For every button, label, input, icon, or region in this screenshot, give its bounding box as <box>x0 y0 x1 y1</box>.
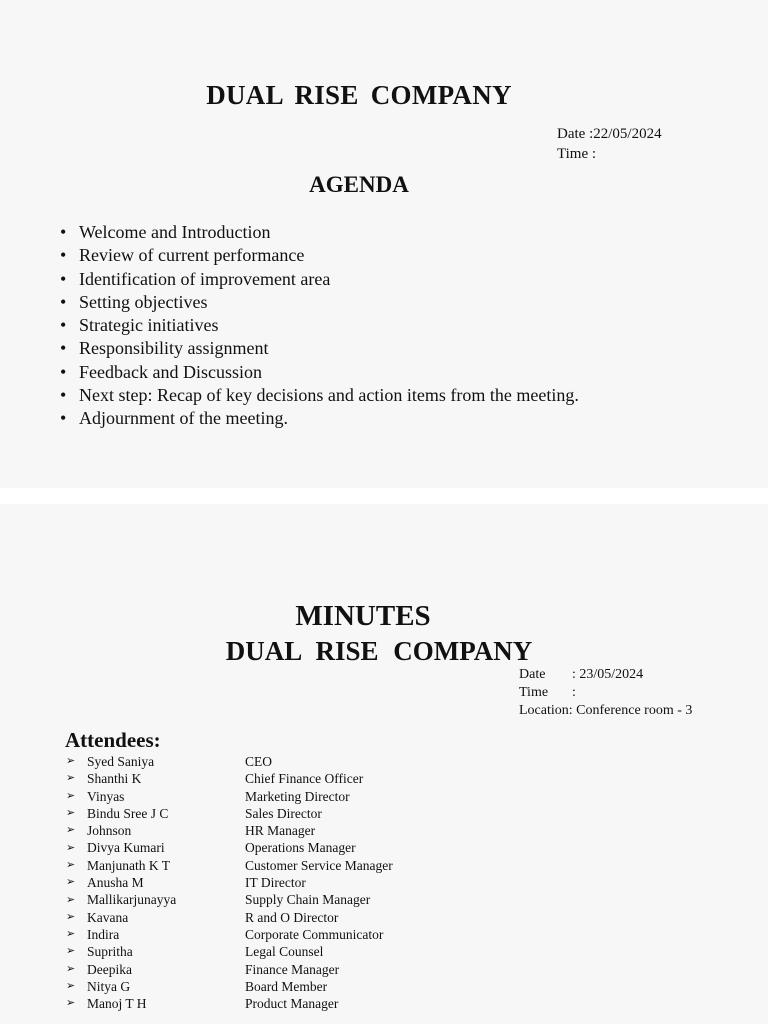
attendee-name: Vinyas <box>87 788 125 804</box>
arrow-bullet-icon: ➢ <box>66 980 76 992</box>
attendee-name: Supritha <box>87 944 133 960</box>
agenda-item: • Review of current performance <box>60 244 579 267</box>
attendee-role: Operations Manager <box>245 840 356 856</box>
agenda-item: • Welcome and Introduction <box>60 221 579 244</box>
agenda-heading: AGENDA <box>309 172 409 197</box>
arrow-bullet-icon: ➢ <box>66 841 76 854</box>
arrow-bullet-icon: ➢ <box>66 824 76 837</box>
agenda-item: • Setting objectives <box>60 291 579 314</box>
arrow-bullet-icon: ➢ <box>66 789 76 802</box>
attendee-row <box>66 874 393 891</box>
attendee-name: Bindu Sree J C <box>87 805 169 821</box>
attendee-row <box>66 978 393 995</box>
attendee-name: Manjunath K T <box>87 857 170 873</box>
attendee-list <box>66 753 393 1012</box>
attendee-row <box>66 857 393 874</box>
arrow-bullet-icon: ➢ <box>66 807 76 820</box>
minutes-date-row <box>519 666 692 684</box>
attendee-row <box>66 926 393 943</box>
attendee-role: Sales Director <box>245 805 322 821</box>
attendee-name: Johnson <box>87 823 132 839</box>
arrow-bullet-icon: ➢ <box>66 997 76 1010</box>
attendee-row <box>66 788 393 805</box>
arrow-bullet-icon: ➢ <box>66 893 76 906</box>
attendee-name: Deepika <box>87 961 132 977</box>
attendee-row <box>66 943 393 960</box>
arrow-bullet-icon: ➢ <box>66 772 76 785</box>
arrow-bullet-icon: ➢ <box>66 910 76 923</box>
attendee-role: Corporate Communicator <box>245 926 384 942</box>
minutes-location: Location: Conference room - 3 <box>519 703 693 718</box>
minutes-time-value: : <box>572 685 576 700</box>
minutes-date-value: : 23/05/2024 <box>572 667 644 682</box>
agenda-item: • Adjournment of the meeting. <box>60 407 579 430</box>
minutes-meta <box>519 666 692 720</box>
attendee-name: Mallikarjunayya <box>87 892 177 908</box>
attendee-role: Finance Manager <box>245 961 340 977</box>
agenda-item: • Strategic initiatives <box>60 314 579 337</box>
attendee-row <box>66 891 393 908</box>
arrow-bullet-icon: ➢ <box>66 876 76 889</box>
agenda-time: Time : <box>557 146 597 162</box>
attendee-role: Marketing Director <box>245 788 350 804</box>
attendee-row <box>66 995 393 1012</box>
attendee-row <box>66 839 393 856</box>
minutes-date-label: Date <box>519 667 546 682</box>
minutes-heading: MINUTES <box>295 600 431 632</box>
attendee-row <box>66 961 393 978</box>
arrow-bullet-icon: ➢ <box>66 858 76 871</box>
attendee-role: IT Director <box>245 875 306 891</box>
attendee-row <box>66 805 393 822</box>
agenda-item: • Next step: Recap of key decisions and action items from the meeting. <box>60 384 579 407</box>
agenda-date: Date :22/05/2024 <box>557 126 662 142</box>
agenda-meta <box>557 124 662 164</box>
attendee-name: Kavana <box>87 909 129 925</box>
attendee-role: Supply Chain Manager <box>245 892 371 908</box>
attendee-role: Legal Counsel <box>245 944 324 960</box>
attendee-name: Divya Kumari <box>87 840 165 856</box>
attendee-row <box>66 770 393 787</box>
attendee-role: Customer Service Manager <box>245 857 393 873</box>
attendee-row <box>66 822 393 839</box>
agenda-item: • Responsibility assignment <box>60 337 579 360</box>
attendee-role: CEO <box>245 754 272 769</box>
attendee-name: Shanthi K <box>87 771 142 787</box>
attendee-role: HR Manager <box>245 823 316 839</box>
agenda-item: • Feedback and Discussion <box>60 361 579 384</box>
agenda-company-title: DUAL RISE COMPANY <box>206 80 512 110</box>
attendee-role: R and O Director <box>245 909 339 925</box>
minutes-time-row <box>519 684 692 702</box>
attendee-role: Board Member <box>245 978 328 994</box>
attendee-role: Product Manager <box>245 996 339 1012</box>
agenda-list <box>60 221 579 431</box>
attendees-heading: Attendees: <box>65 728 161 752</box>
arrow-bullet-icon: ➢ <box>66 755 76 768</box>
agenda-item: • Identification of improvement area <box>60 268 579 291</box>
arrow-bullet-icon: ➢ <box>66 928 76 941</box>
attendee-name: Syed Saniya <box>87 754 155 769</box>
attendee-name: Anusha M <box>87 875 144 891</box>
minutes-time-label: Time <box>519 685 549 700</box>
attendee-name: Nitya G <box>87 978 131 994</box>
attendee-row <box>66 753 393 770</box>
agenda-page <box>0 0 768 488</box>
minutes-page <box>0 504 768 1024</box>
attendee-row <box>66 909 393 926</box>
attendee-role: Chief Finance Officer <box>245 771 364 787</box>
attendee-name: Manoj T H <box>87 996 147 1012</box>
attendee-name: Indira <box>87 926 120 942</box>
arrow-bullet-icon: ➢ <box>66 945 76 958</box>
arrow-bullet-icon: ➢ <box>66 962 76 975</box>
minutes-company-title: DUAL RISE COMPANY <box>225 636 533 666</box>
